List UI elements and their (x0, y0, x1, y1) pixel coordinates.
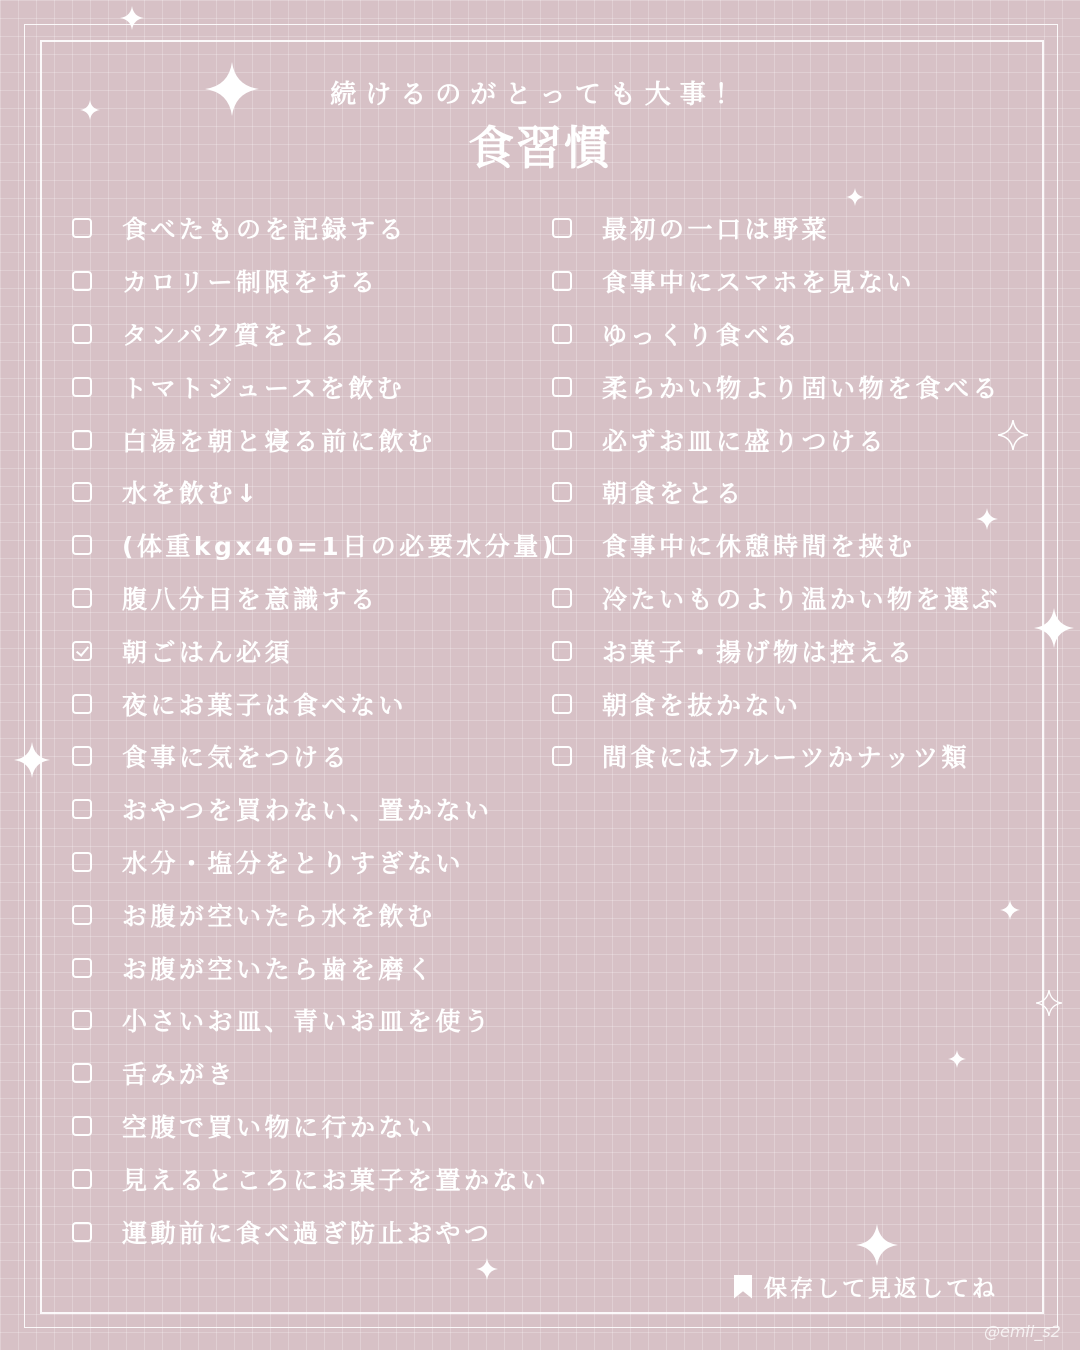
checkbox[interactable] (72, 852, 92, 872)
checklist-item[interactable] (72, 308, 557, 361)
checklist-item-label: 柔らかい物より固い物を食べる (602, 373, 1002, 403)
checklist-item[interactable] (72, 572, 557, 625)
checklist-item-label: カロリー制限をする (122, 268, 379, 298)
checkbox[interactable] (72, 1116, 92, 1136)
checklist-item[interactable] (72, 519, 557, 572)
checkbox[interactable] (552, 535, 572, 555)
sparkle-icon (14, 742, 50, 778)
sparkle-icon (856, 1224, 898, 1266)
checklist-item-label: 朝ごはん必須 (122, 637, 294, 667)
checklist-item-label: 水を飲む↓ (122, 479, 261, 509)
checklist-item-label: 食事中に休憩時間を挟む (602, 532, 916, 562)
checklist-item-label: ゆっくり食べる (602, 320, 802, 350)
checklist-item-label: 食べたものを記録する (122, 215, 408, 245)
checklist-item-label: 食事中にスマホを見ない (602, 268, 916, 298)
page-title: 食習慣 (468, 121, 612, 175)
sparkle-icon (1000, 900, 1020, 920)
checklist-item[interactable] (552, 624, 1001, 677)
checkbox[interactable] (72, 1222, 92, 1242)
checkbox[interactable] (552, 377, 572, 397)
checklist-item[interactable] (552, 202, 1001, 255)
checklist-item-label: お腹が空いたら水を飲む (122, 901, 436, 931)
checkbox[interactable] (72, 588, 92, 608)
sparkle-icon (998, 420, 1028, 450)
checklist-item[interactable] (72, 730, 557, 783)
checkbox[interactable] (72, 1169, 92, 1189)
checkbox[interactable] (72, 746, 92, 766)
checklist-item[interactable] (552, 308, 1001, 361)
sparkle-icon (1036, 990, 1062, 1016)
checkbox[interactable] (552, 324, 572, 344)
checklist-item[interactable] (72, 255, 557, 308)
checkbox[interactable] (552, 271, 572, 291)
checkbox[interactable] (72, 430, 92, 450)
checkbox-checked[interactable] (72, 641, 92, 661)
checkbox[interactable] (72, 958, 92, 978)
checklist-item[interactable] (552, 572, 1001, 625)
checklist-item-label: お腹が空いたら歯を磨く (122, 954, 436, 984)
checklist-item-label: 間食にはフルーツかナッツ類 (602, 743, 971, 773)
checklist-item-label: 腹八分目を意識する (122, 584, 379, 614)
checklist-item-label: 必ずお皿に盛りつける (602, 426, 888, 456)
checklist-item-label: 運動前に食べ過ぎ防止おやつ (122, 1218, 493, 1248)
checklist-item[interactable] (552, 677, 1001, 730)
checklist-item-label: 夜にお菓子は食べない (122, 690, 408, 720)
checklist-item[interactable] (552, 466, 1001, 519)
checklist-item[interactable] (72, 888, 557, 941)
checklist-item[interactable] (552, 519, 1001, 572)
checklist-item[interactable] (72, 413, 557, 466)
checkbox[interactable] (552, 430, 572, 450)
checklist-item-label: 小さいお皿、青いお皿を使う (122, 1007, 493, 1037)
checklist-left-column (72, 202, 557, 1258)
checklist-item[interactable] (72, 941, 557, 994)
checkbox[interactable] (552, 746, 572, 766)
checkbox[interactable] (72, 535, 92, 555)
checklist-item-label: お菓子・揚げ物は控える (602, 637, 916, 667)
checklist-item[interactable] (72, 1047, 557, 1100)
checklist-item[interactable] (552, 360, 1001, 413)
checkbox[interactable] (72, 324, 92, 344)
checkbox[interactable] (72, 377, 92, 397)
checklist-item-label: (体重kgx40=1日の必要水分量) (122, 532, 557, 562)
sparkle-icon (476, 1258, 498, 1280)
checklist-item-label: 白湯を朝と寝る前に飲む (122, 426, 436, 456)
checkbox[interactable] (552, 218, 572, 238)
checkbox[interactable] (72, 482, 92, 502)
checklist-item[interactable] (72, 836, 557, 889)
sparkle-icon (948, 1050, 966, 1068)
checklist-item-label: 朝食を抜かない (602, 690, 802, 720)
checkbox[interactable] (72, 218, 92, 238)
checkbox[interactable] (552, 588, 572, 608)
checklist-item[interactable] (552, 255, 1001, 308)
checklist-item-label: 食事に気をつける (122, 743, 351, 773)
checklist-item-label: 空腹で買い物に行かない (122, 1112, 436, 1142)
sparkle-icon (1034, 608, 1074, 648)
checkbox[interactable] (72, 271, 92, 291)
checklist-item[interactable] (72, 1100, 557, 1153)
checkbox[interactable] (72, 1010, 92, 1030)
subtitle: 続けるのがとっても大事！ (330, 80, 750, 110)
checklist-item-label: 朝食をとる (602, 479, 745, 509)
checklist-item[interactable] (72, 677, 557, 730)
checklist-item-label: 水分・塩分をとりすぎない (122, 848, 465, 878)
checkbox[interactable] (552, 482, 572, 502)
save-reminder (734, 1270, 998, 1303)
watermark: @emii_s2 (984, 1322, 1061, 1341)
checklist-item[interactable] (72, 783, 557, 836)
checklist-item[interactable] (72, 1152, 557, 1205)
checkbox[interactable] (552, 694, 572, 714)
checklist-item[interactable] (552, 730, 1001, 783)
checkbox[interactable] (552, 641, 572, 661)
checklist-item-label: 冷たいものより温かい物を選ぶ (602, 584, 1002, 614)
checklist-item[interactable] (552, 413, 1001, 466)
checklist-item[interactable] (72, 994, 557, 1047)
checklist-item-label: 見えるところにお菓子を置かない (122, 1165, 550, 1195)
checklist-item-label: おやつを買わない、置かない (122, 796, 493, 826)
checklist-item-label: トマトジュースを飲む (122, 373, 406, 403)
checklist-item[interactable] (72, 202, 557, 255)
checklist-item-label: タンパク質をとる (122, 320, 349, 350)
save-text: 保存して見返してね (764, 1276, 998, 1302)
checklist-item-label: 舌みがき (122, 1060, 237, 1090)
checklist-right-column (552, 202, 1001, 783)
checkbox[interactable] (72, 1063, 92, 1083)
checklist-item-label: 最初の一口は野菜 (602, 215, 831, 245)
bookmark-icon (734, 1275, 752, 1299)
checkbox[interactable] (72, 905, 92, 925)
checklist-item[interactable] (72, 360, 557, 413)
checklist-item[interactable] (72, 466, 557, 519)
checkbox[interactable] (72, 694, 92, 714)
checkbox[interactable] (72, 799, 92, 819)
checklist-item[interactable] (72, 624, 557, 677)
checklist-item[interactable] (72, 1205, 557, 1258)
sparkle-icon (120, 6, 144, 30)
